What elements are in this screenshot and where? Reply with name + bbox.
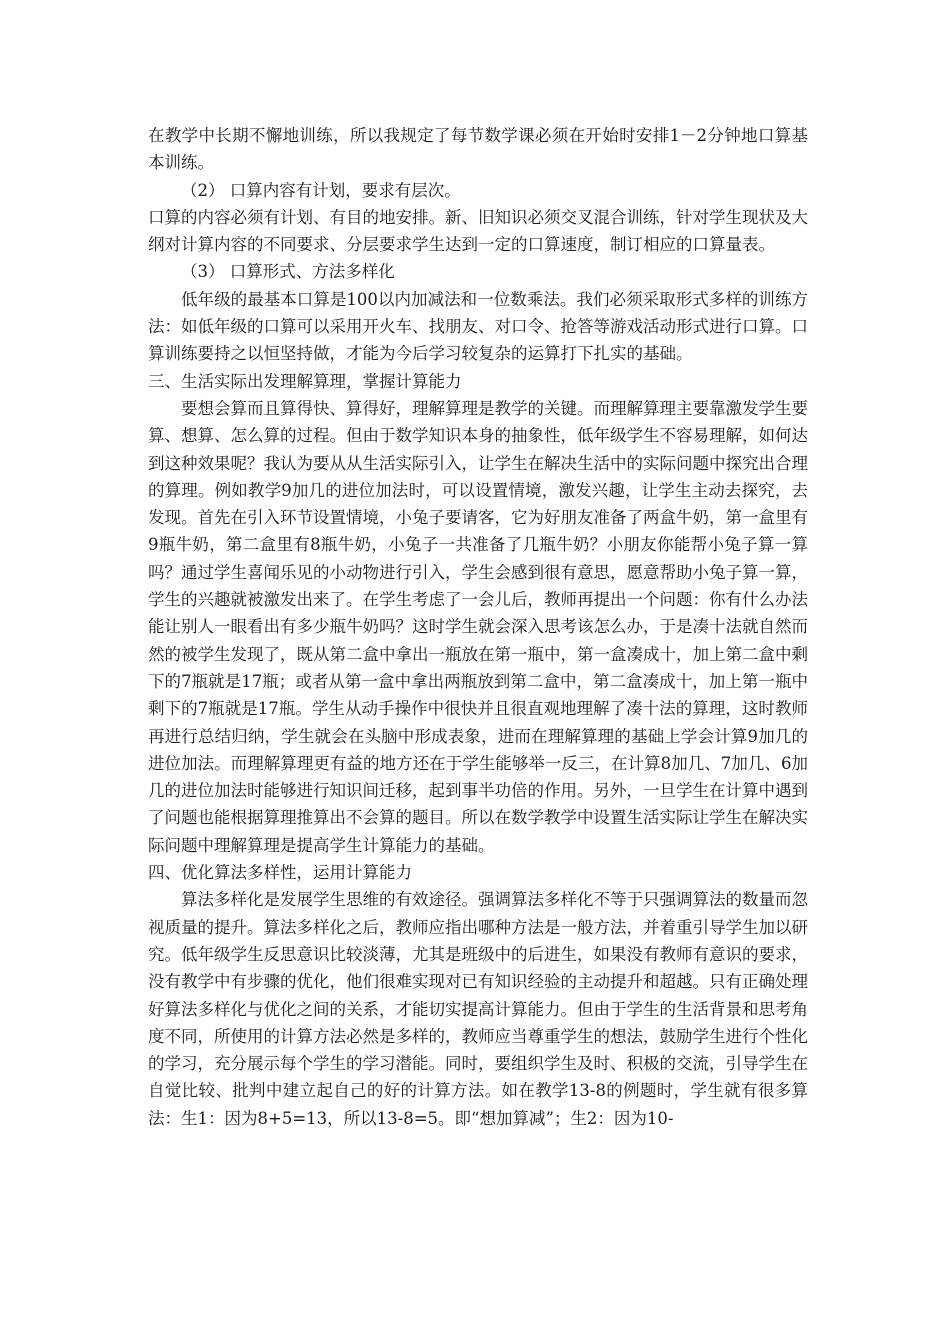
document-body <box>148 122 808 1132</box>
paragraph-9: 算法多样化是发展学生思维的有效途径。强调算法多样化不等于只强调算法的数量而忽视质量的提升。算法多样化之后，教师应指出哪种方法是一般方法，并着重引导学生加以研究。低年级学生反思意识比较淡薄，尤其是班级中的后进生，如果没有教师有意识的要求，没有教学中有步骤的优化，他们很难实现对已有知识经验的主动提升和超越。只有正确处理好算法多样化与优化之间的关系，才能切实提高计算能力。但由于学生的生活背景和思考角度不同，所使用的计算方法必然是多样的，教师应当尊重学生的想法，鼓励学生进行个性化的学习，充分展示每个学生的学习潜能。同时，要组织学生及时、积极的交流，引导学生在自觉比较、批判中建立起自己的好的计算方法。如在教学13-8的例题时，学生就有很多算法：生1：因为8+5=13，所以13-8=5。即“想加算减”；生2：因为10- <box>148 890 808 1128</box>
section-heading-3: 三、生活实际出发理解算理，掌握计算能力 <box>148 371 462 391</box>
section-heading-4: 四、优化算法多样性，运用计算能力 <box>148 863 412 883</box>
paragraph-7: 要想会算而且算得快、算得好，理解算理是教学的关键。而理解算理主要靠激发学生要算、想算、怎么算的过程。但由于数学知识本身的抽象性，低年级学生不容易理解，如何达到这种效果呢？我认为要从从生活实际引入，让学生在解决生活中的实际问题中探究出合理的算理。例如教学9加几的进位加法时，可以设置情境，激发兴趣，让学生主动去探究，去发现。首先在引入环节设置情境，小兔子要请客，它为好朋友准备了两盒牛奶，第一盒里有9瓶牛奶，第二盒里有8瓶牛奶，小兔子一共准备了几瓶牛奶？小朋友你能帮小兔子算一算吗？通过学生喜闻乐见的小动物进行引入，学生会感到很有意思，愿意帮助小兔子算一算，学生的兴趣就被激发出来了。在学生考虑了一会儿后，教师再提出一个问题：你有什么办法能让别人一眼看出有多少瓶牛奶吗？这时学生就会深入思考该怎么办，于是凑十法就自然而然的被学生发现了，既从第二盒中拿出一瓶放在第一瓶中，第一盒凑成十，加上第二盒中剩下的7瓶就是17瓶；或者从第一盒中拿出两瓶放到第二盒中，第二盒凑成十，加上第一瓶中剩下的7瓶就是17瓶。学生从动手操作中很快并且很直观地理解了凑十法的算理，这时教师再进行总结归纳，学生就会在头脑中形成表象，进而在理解算理的基础上学会计算9加几的进位加法。而理解算理更有益的地方还在于学生能够举一反三，在计算8加几、7加几、6加几的进位加法时能够进行知识间迁移，起到事半功倍的作用。另外，一旦学生在计算中遇到了问题也能根据算理推算出不会算的题目。所以在数学教学中设置生活实际让学生在解决实际问题中理解算理是提高学生计算能力的基础。 <box>148 398 808 855</box>
paragraph-1: 在教学中长期不懈地训练，所以我规定了每节数学课必须在开始时安排1－2分钟地口算基本训练。 <box>148 126 808 173</box>
subheading-2: （2） 口算内容有计划，要求有层次。 <box>181 180 461 200</box>
paragraph-5: 低年级的最基本口算是100以内加减法和一位数乘法。我们必须采取形式多样的训练方法：如低年级的口算可以采用开火车、找朋友、对口令、抢答等游戏活动形式进行口算。口算训练要持之以恒坚持做，才能为今后学习较复杂的运算打下扎实的基础。 <box>148 289 808 364</box>
paragraph-3: 口算的内容必须有计划、有目的地安排。新、旧知识必须交叉混合训练，针对学生现状及大纲对计算内容的不同要求、分层要求学生达到一定的口算速度，制订相应的口算量表。 <box>148 207 808 255</box>
subheading-3: （3） 口算形式、方法多样化 <box>181 262 395 282</box>
